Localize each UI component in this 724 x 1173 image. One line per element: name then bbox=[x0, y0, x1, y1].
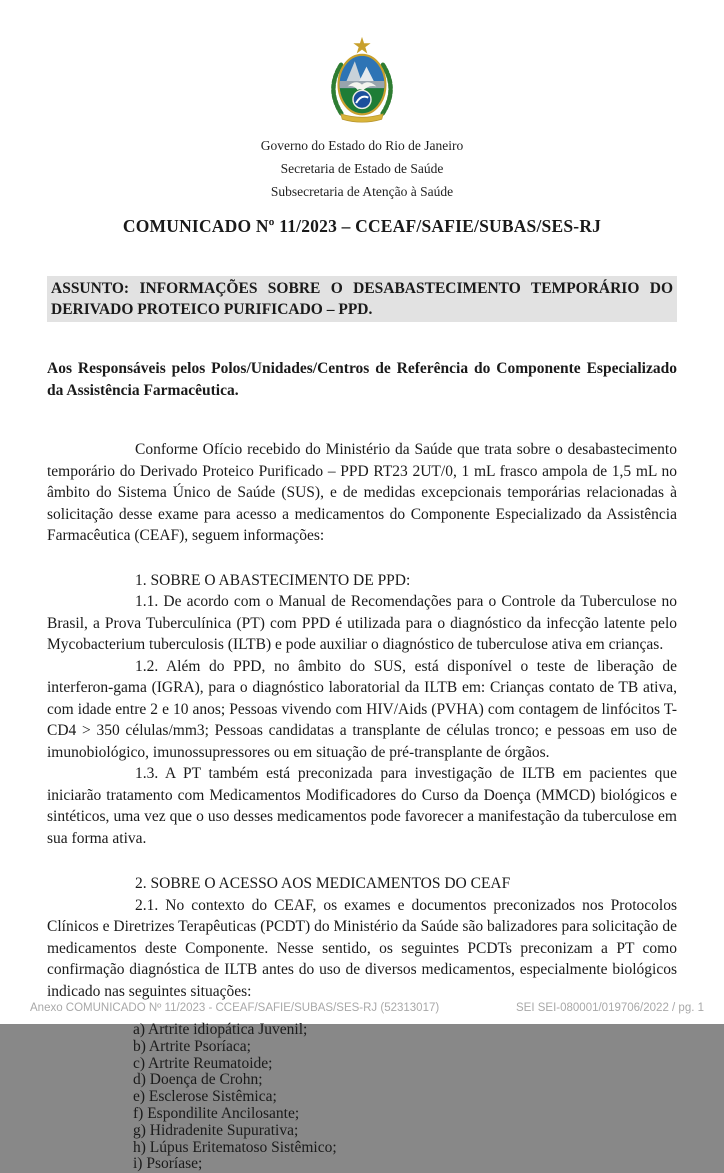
list-item: d) Doença de Crohn; bbox=[133, 1071, 263, 1089]
addressee: Aos Responsáveis pelos Polos/Unidades/Centros de Referência do Componente Especializado da Assistência Farmacêutica. bbox=[47, 360, 677, 399]
section-2-heading: 2. SOBRE O ACESSO AOS MEDICAMENTOS DO CEAF bbox=[135, 875, 511, 892]
document-title: COMUNICADO Nº 11/2023 – CCEAF/SAFIE/SUBAS/SES-RJ bbox=[122, 216, 602, 236]
list-item: b) Artrite Psoríaca; bbox=[133, 1037, 251, 1055]
list-item: h) Lúpus Eritematoso Sistêmico; bbox=[133, 1138, 337, 1156]
list-item: g) Hidradenite Supurativa; bbox=[133, 1121, 299, 1139]
list-item: f) Espondilite Ancilosante; bbox=[133, 1104, 300, 1122]
paragraph-1-1: 1.1. De acordo com o Manual de Recomendações para o Controle da Tuberculose no Brasil, a Prova Tuberculínica (PT) com PPD é utilizada para o diagnóstico da infecção latente pelo Mycobacterium tuberculosis (ILTB) e pode auxiliar o diagnóstico de tuberculose ativa em crianças. bbox=[47, 593, 677, 653]
paragraph-1-3: 1.3. A PT também está preconizada para investigação de ILTB em pacientes que iniciarão tratamento com Medicamentos Modificadores do Curso da Doença (MMCD) biológicos e sintéticos, uma vez que o uso desses medicamentos pode favorecer a manifestação da tuberculose em sua forma ativa. bbox=[47, 765, 677, 847]
list-item: e) Esclerose Sistêmica; bbox=[133, 1088, 277, 1106]
section-2 bbox=[47, 873, 677, 1173]
paragraph-1-2: 1.2. Além do PPD, no âmbito do SUS, está disponível o teste de liberação de interferon-gama (IGRA), para o diagnóstico laboratorial da ILTB em: Crianças contato de TB ativa, com idade entre 2 e 10 anos; Pessoas vivendo com HIV/Aids (PVHA) com contagem de linfócitos T-CD4 > 350 células/mm3; Pessoas candidatas a transplante de células tronco; e pessoas em uso de imunobiológico, imunossupressores ou em situação de pré-transplante de órgãos. bbox=[47, 657, 677, 761]
list-item: c) Artrite Reumatoide; bbox=[133, 1054, 273, 1072]
list-item: a) Artrite idiopática Juvenil; bbox=[133, 1021, 308, 1038]
org-line-government: Governo do Estado do Rio de Janeiro bbox=[260, 138, 464, 153]
document-header bbox=[47, 36, 677, 237]
footer bbox=[30, 1002, 704, 1014]
subject-block: ASSUNTO: INFORMAÇÕES SOBRE O DESABASTECIMENTO TEMPORÁRIO DO DERIVADO PROTEICO PURIFICADO – PPD. bbox=[47, 276, 677, 322]
org-line-secretariat: Secretaria de Estado de Saúde bbox=[280, 161, 444, 176]
paragraph-2-1: 2.1. No contexto do CEAF, os exames e documentos preconizados nos Protocolos Clínicos e Diretrizes Terapêuticas (PCDT) do Ministério da Saúde são balizadores para solicitação de medicamentos deste Componente. Nesse sentido, os seguintes PCDTs preconizam a PT como confirmação diagnóstica de ILTB antes do uso de diversos medicamentos, especialmente biológicos indicado nas seguintes situações: bbox=[47, 896, 677, 1000]
list-item: i) Psoríase; bbox=[133, 1155, 203, 1173]
coat-of-arms-logo bbox=[47, 36, 677, 126]
footer-left: Anexo COMUNICADO Nº 11/2023 - CCEAF/SAFIE/SUBAS/SES-RJ (52313017) bbox=[30, 1002, 440, 1014]
section-1 bbox=[47, 570, 677, 850]
paragraph-intro: Conforme Ofício recebido do Ministério da Saúde que trata sobre o desabastecimento temporário do Derivado Proteico Purificado – PPD RT23 2UT/0, 1 mL frasco ampola de 1,5 mL no âmbito do Sistema Único de Saúde (SUS), e de medidas excepcionais temporárias relacionadas à solicitação desse exame para acesso a medicamentos do Componente Especializado da Assistência Farmacêutica (CEAF), seguem informações: bbox=[47, 441, 677, 544]
section-1-heading: 1. SOBRE O ABASTECIMENTO DE PPD: bbox=[135, 571, 411, 589]
footer-right: SEI SEI-080001/019706/2022 / pg. 1 bbox=[516, 1002, 704, 1014]
org-line-subsecretariat: Subsecretaria de Atenção à Saúde bbox=[270, 184, 454, 199]
disease-list bbox=[133, 1022, 677, 1173]
coat-of-arms-icon bbox=[314, 36, 410, 126]
